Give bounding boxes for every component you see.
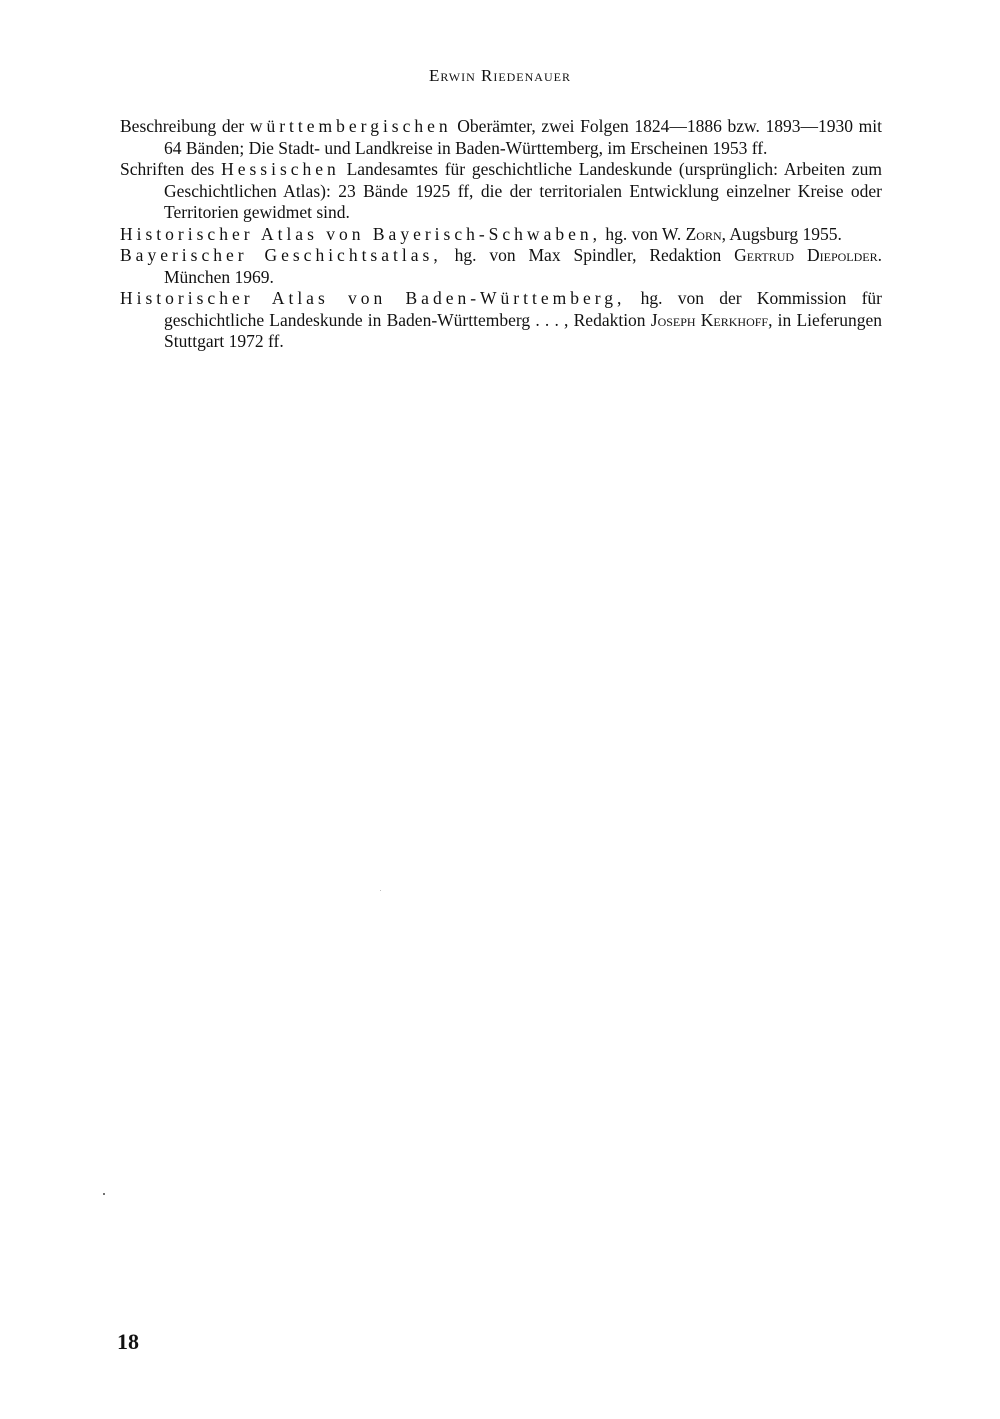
- entry-text: . München 1969.: [164, 245, 882, 287]
- page-number: 18: [117, 1329, 139, 1354]
- bibliography-entry: [120, 224, 882, 246]
- entry-text: hg. von W.: [600, 223, 686, 244]
- bibliography-list: [120, 116, 882, 353]
- entry-text: hg. von der Kommission für geschichtliche Landeskunde in Baden-Württemberg . . . , Redaktion: [164, 288, 882, 330]
- editor-name: Gertrud Diepolder: [734, 245, 878, 265]
- entry-title-spaced: Historischer Atlas von Bayerisch-Schwaben,: [120, 223, 601, 244]
- entry-text: hg. von Max Spindler, Redaktion: [441, 245, 735, 265]
- entry-text: Landesamtes für geschichtliche Landeskunde (ursprünglich: Arbeiten zum Geschichtlichen Atlas): 23 Bände 1925 ff, die der territorialen Entwicklung einzelner Kreise oder Territorien gewidmet sind.: [164, 159, 882, 222]
- entry-text: , Augsburg 1955.: [721, 223, 842, 244]
- entry-title-spaced: Hessischen: [221, 159, 340, 179]
- editor-name: Zorn: [685, 223, 722, 244]
- running-head: Erwin Riedenauer: [429, 66, 571, 85]
- entry-title-spaced: Historischer Atlas von Baden-Württemberg,: [120, 288, 626, 308]
- editor-name: Joseph Kerkhoff: [650, 309, 769, 330]
- entry-text: Beschreibung der: [120, 116, 250, 136]
- bibliography-entry: [120, 245, 882, 288]
- entry-text: , in Lieferungen Stuttgart 1972 ff.: [164, 309, 883, 351]
- bibliography-entry: [120, 159, 882, 224]
- bibliography-entry: [120, 288, 882, 353]
- entry-title-spaced: württembergischen: [249, 116, 452, 136]
- bibliography-entry: [120, 116, 882, 159]
- entry-text: Schriften des: [120, 159, 222, 179]
- print-speck: [103, 1193, 105, 1195]
- entry-text: Oberämter, zwei Folgen 1824—1886 bzw. 1893—1930 mit 64 Bänden; Die Stadt- und Landkreise in Baden-Württemberg, im Erscheinen 1953 ff.: [164, 116, 882, 158]
- entry-title-spaced: Bayerischer Geschichtsatlas,: [120, 245, 442, 265]
- print-speck: [380, 890, 381, 891]
